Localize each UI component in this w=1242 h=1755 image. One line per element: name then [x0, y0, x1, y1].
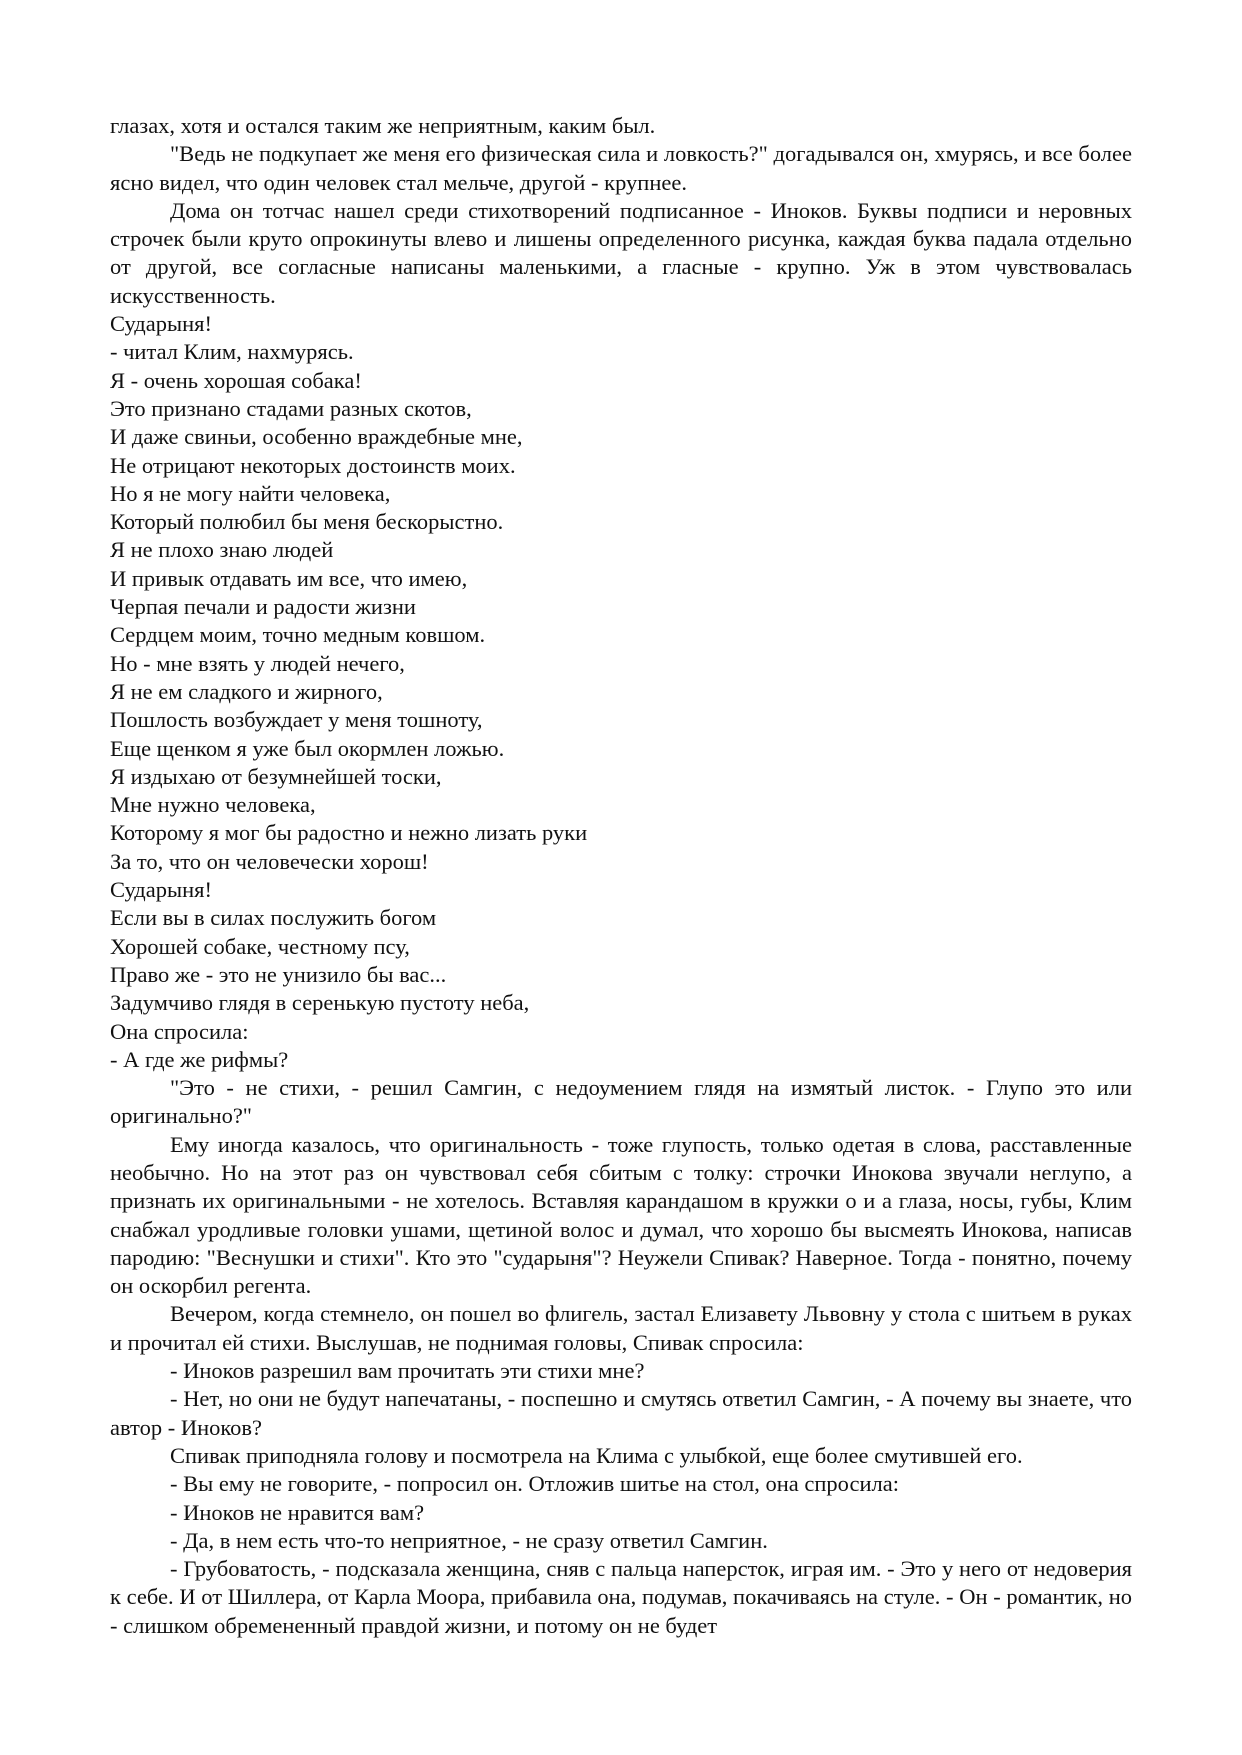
paragraph: - Вы ему не говорите, - попросил он. Отложив шитье на стол, она спросила:	[170, 1471, 899, 1497]
verse-line: Я - очень хорошая собака!	[110, 367, 362, 393]
document-page	[110, 112, 1132, 1640]
verse-line: Я издыхаю от безумнейшей тоски,	[110, 763, 442, 789]
verse-line: Хорошей собаке, честному псу,	[110, 933, 410, 959]
verse-line: - читал Клим, нахмурясь.	[110, 339, 354, 365]
verse-line: Еще щенком я уже был окормлен ложью.	[110, 735, 505, 761]
verse-line: Это признано стадами разных скотов,	[110, 395, 472, 421]
paragraph: Спивак приподняла голову и посмотрела на Клима с улыбкой, еще более смутившей его.	[170, 1442, 1023, 1468]
verse-line: И привык отдавать им все, что имею,	[110, 565, 468, 591]
verse-line: Не отрицают некоторых достоинств моих.	[110, 452, 516, 478]
paragraph: глазах, хотя и остался таким же неприятным, каким был.	[110, 113, 656, 138]
paragraph: Дома он тотчас нашел среди стихотворений подписанное - Иноков. Буквы подписи и неровных строчек были круто опрокинуты влево и лишены определенного рисунка, каждая буква падала отдельно от другой, все согласные написаны маленькими, а гласные - крупно. Уж в этом чувствовалась искусственность.	[110, 197, 1132, 308]
paragraph: "Это - не стихи, - решил Самгин, с недоумением глядя на измятый листок. - Глупо это или оригинально?"	[110, 1075, 1132, 1129]
verse-line: Сударыня!	[110, 877, 212, 903]
verse-line: Я не плохо знаю людей	[110, 537, 334, 563]
verse-line: Я не ем сладкого и жирного,	[110, 678, 383, 704]
paragraph: Ему иногда казалось, что оригинальность - тоже глупость, только одетая в слова, расставленные необычно. Но на этот раз он чувствовал себя сбитым с толку: строчки Инокова звучали неглупо, а признать их оригинальными - не хотелось. Вставляя карандашом в кружки о и а глаза, носы, губы, Клим снабжал уродливые головки ушами, щетиной волос и думал, что хорошо бы высмеять Инокова, написав пародию: "Веснушки и стихи". Кто это "сударыня"? Неужели Спивак? Наверное. Тогда - понятно, почему он оскорбил регента.	[110, 1131, 1132, 1299]
verse-line: Пошлость возбуждает у меня тошноту,	[110, 707, 483, 733]
verse-line: Право же - это не унизило бы вас...	[110, 961, 447, 987]
verse-line: Если вы в силах послужить богом	[110, 905, 437, 931]
paragraph: - Грубоватость, - подсказала женщина, сняв с пальца наперсток, играя им. - Это у него от недоверия к себе. И от Шиллера, от Карла Моора, прибавила она, подумав, покачиваясь на стуле. - Он - романтик, но - слишком обремененный правдой жизни, и потому он не будет	[110, 1556, 1132, 1638]
verse-line: Сударыня!	[110, 311, 212, 337]
verse-line: Который полюбил бы меня бескорыстно.	[110, 509, 504, 535]
paragraph: - Иноков не нравится вам?	[170, 1499, 425, 1525]
verse-line: Мне нужно человека,	[110, 792, 316, 818]
verse-line: Но я не могу найти человека,	[110, 480, 391, 506]
verse-line: Сердцем моим, точно медным ковшом.	[110, 622, 486, 648]
paragraph: - Иноков разрешил вам прочитать эти стихи мне?	[170, 1358, 645, 1384]
paragraph: Вечером, когда стемнело, он пошел во флигель, застал Елизавету Львовну у стола с шитьем в руках и прочитал ей стихи. Выслушав, не поднимая головы, Спивак спросила:	[110, 1301, 1132, 1355]
verse-line: Черпая печали и радости жизни	[110, 594, 416, 620]
verse-line: За то, что он человечески хорош!	[110, 848, 429, 874]
verse-line: И даже свиньи, особенно враждебные мне,	[110, 424, 523, 450]
verse-line: - А где же рифмы?	[110, 1046, 289, 1072]
verse-line: Которому я мог бы радостно и нежно лизать руки	[110, 820, 588, 846]
verse-line: Но - мне взять у людей нечего,	[110, 650, 405, 676]
verse-line: Задумчиво глядя в серенькую пустоту неба,	[110, 990, 530, 1016]
paragraph: - Нет, но они не будут напечатаны, - поспешно и смутясь ответил Самгин, - А почему вы знаете, что автор - Иноков?	[110, 1386, 1132, 1440]
paragraph: "Ведь не подкупает же меня его физическая сила и ловкость?" догадывался он, хмурясь, и все более ясно видел, что один человек стал мельче, другой - крупнее.	[110, 141, 1132, 195]
verse-line: Она спросила:	[110, 1018, 249, 1044]
paragraph: - Да, в нем есть что-то неприятное, - не сразу ответил Самгин.	[170, 1527, 768, 1553]
